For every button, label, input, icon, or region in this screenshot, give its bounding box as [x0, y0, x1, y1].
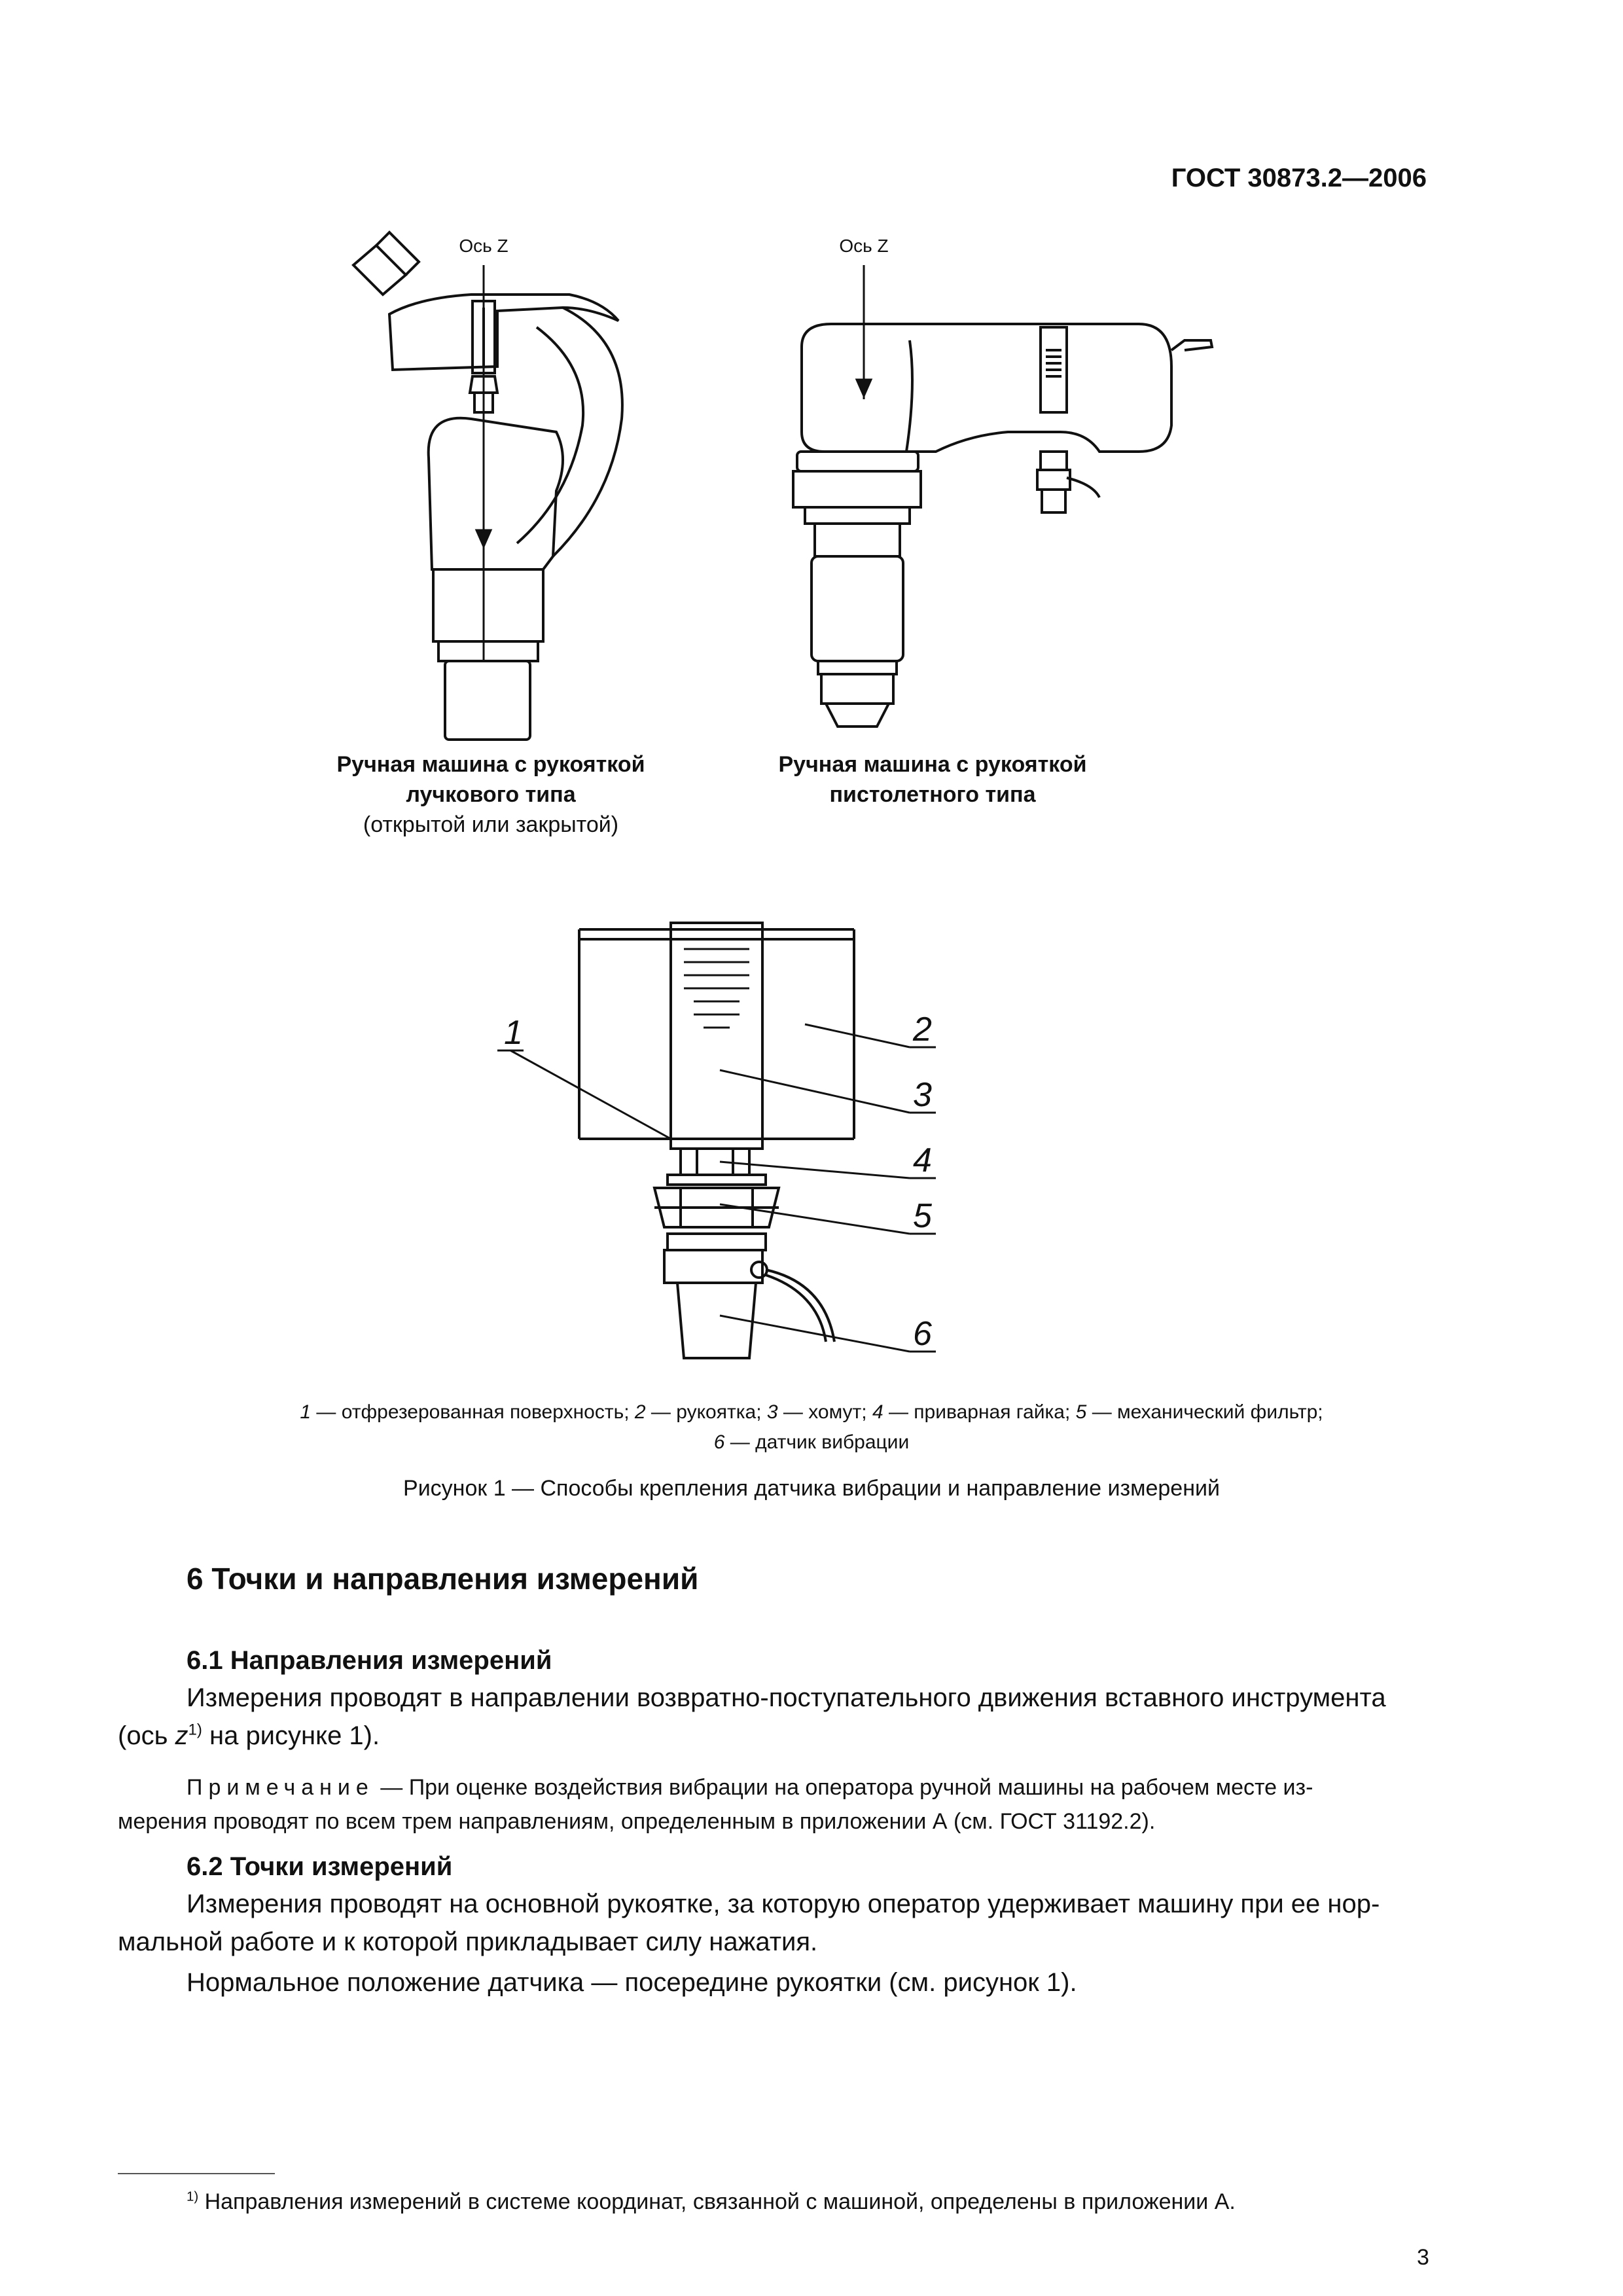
- pistol-handle-tool-drawing: [793, 324, 1212, 726]
- bow-handle-tool-drawing: [353, 232, 622, 740]
- axis-z-arrow-left: [476, 265, 491, 661]
- axis-z-arrow-right: [857, 265, 871, 399]
- callout-6: 6: [913, 1315, 932, 1353]
- callout-3: 3: [913, 1076, 932, 1114]
- subsection-6-2-paragraph-2: Нормальное положение датчика — посередине рукоятки (см. рисунок 1).: [187, 1968, 1077, 1997]
- axis-label-left: Ось Z: [459, 236, 508, 256]
- subsection-6-2-paragraph-1: Измерения проводят на основной рукоятке, за которую оператор удерживает машину при ее нор- мальной работе и к которой прикладывает силу нажатия.: [118, 1890, 1380, 1956]
- right-tool-caption: Ручная машина с рукояткой пистолетного типа: [778, 752, 1087, 807]
- callout-2: 2: [913, 1011, 932, 1049]
- sensor-mount-detail-drawing: [579, 923, 854, 1358]
- subsection-6-1-paragraph: Измерения проводят в направлении возвратно-поступательного движения вставного инструмента (ось $z^{1)}$ на рисунке 1).: [118, 1683, 1386, 1750]
- footnote: $^{1)}$ Направления измерений в системе координат, связанной с машиной, определены в приложении А.: [187, 2189, 1236, 2214]
- subsection-6-2-heading: 6.2 Точки измерений: [187, 1852, 453, 1881]
- page-number: 3: [1417, 2245, 1429, 2270]
- subsection-6-1-heading: 6.1 Направления измерений: [187, 1646, 552, 1675]
- document-id: ГОСТ 30873.2—2006: [1171, 164, 1427, 192]
- callout-5: 5: [913, 1197, 932, 1235]
- note-label: Примечание: [187, 1775, 374, 1800]
- left-tool-caption: Ручная машина с рукояткой лучкового типа (открытой или закрытой): [336, 752, 645, 837]
- legend-line-1: 1 — отфрезерованная поверхность; 2 — рукоятка; 3 — хомут; 4 — приварная гайка; 5 — механический фильтр;: [300, 1401, 1323, 1423]
- callout-4: 4: [913, 1141, 932, 1179]
- figure-legend: [131, 1397, 1492, 1458]
- footnote-divider: [118, 2173, 275, 2174]
- note-paragraph: Примечание — При оценке воздействия вибрации на оператора ручной машины на рабочем месте из- мерения проводят по всем трем направлениям, определенным в приложении А (см. ГОСТ 31192.2).: [118, 1775, 1313, 1834]
- axis-label-right: Ось Z: [839, 236, 889, 256]
- callout-1: 1: [504, 1014, 523, 1052]
- section-heading: 6 Точки и направления измерений: [187, 1562, 699, 1596]
- figure-title: Рисунок 1 — Способы крепления датчика вибрации и направление измерений: [403, 1476, 1220, 1501]
- legend-line-2: 6 — датчик вибрации: [713, 1431, 910, 1453]
